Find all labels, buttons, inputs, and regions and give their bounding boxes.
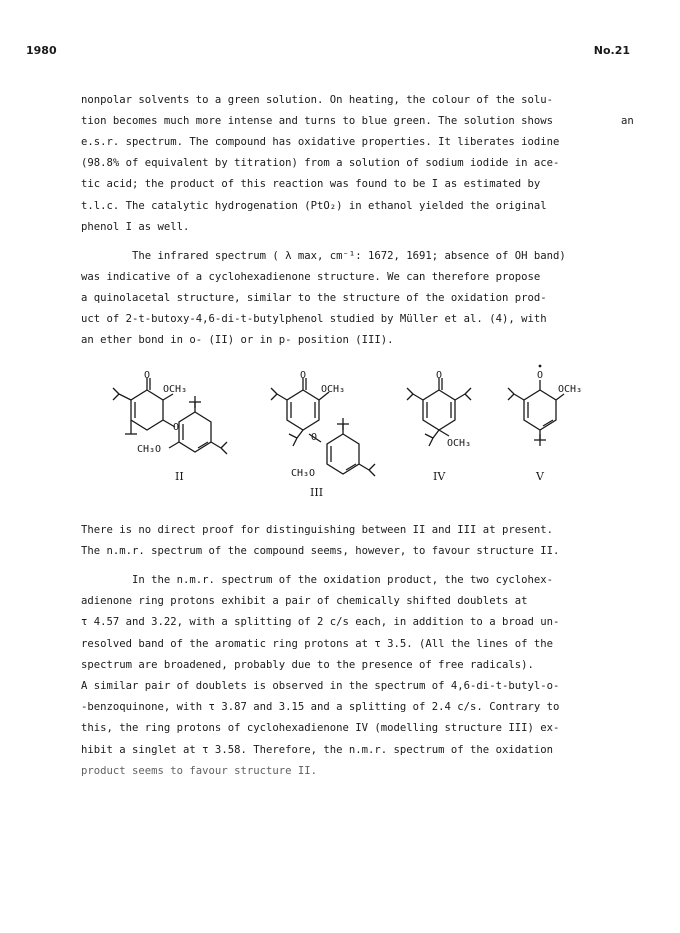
text-line: nonpolar solvents to a green solution. On heating, the colour of the solu- <box>81 94 553 106</box>
text-line: an ether bond in o- (II) or in p- position (III). <box>81 334 394 346</box>
text-line: spectrum are broadened, probably due to the presence of free radicals). <box>81 659 534 671</box>
text-line: tic acid; the product of this reaction was found to be I as estimated by <box>81 178 541 190</box>
chemical-structures <box>95 372 615 502</box>
atom-carbonyl-oxygen: O <box>144 370 151 381</box>
atom-carbonyl-oxygen: O <box>300 370 307 381</box>
text-line: The infrared spectrum ( λ max, cm⁻¹: 1672, 1691; absence of OH band) <box>81 250 566 262</box>
structure-ii-drawing <box>95 372 245 482</box>
text-line: There is no direct proof for distinguishing between II and III at present. <box>81 524 553 536</box>
atom-methoxy-aryl: CH₃O <box>137 444 162 455</box>
text-line: resolved band of the aromatic ring protons at τ 3.5. (All the lines of the <box>81 638 553 650</box>
structure-label: IV <box>433 470 446 483</box>
text-line: The n.m.r. spectrum of the compound seems, however, to favour structure II. <box>81 545 560 557</box>
radical-dot <box>539 365 542 368</box>
issue-number: No.21 <box>593 44 630 57</box>
atom-methoxy: OCH₃ <box>321 384 346 395</box>
atom-methoxy: OCH₃ <box>558 384 583 395</box>
structure-v-drawing <box>510 372 620 472</box>
text-line: e.s.r. spectrum. The compound has oxidative properties. It liberates iodine <box>81 136 560 148</box>
atom-methoxy: OCH₃ <box>163 384 188 395</box>
text-line: (98.8% of equivalent by titration) from a solution of sodium iodide in ace- <box>81 157 560 169</box>
atom-ether-oxygen: O <box>311 432 318 443</box>
structure-label: V <box>536 470 544 483</box>
text-line: adienone ring protons exhibit a pair of chemically shifted doublets at <box>81 595 528 607</box>
atom-ether-oxygen: O <box>173 422 180 433</box>
structure-iii-drawing <box>263 372 413 502</box>
text-line: In the n.m.r. spectrum of the oxidation product, the two cyclohex- <box>81 574 553 586</box>
text-line: -benzoquinone, with τ 3.87 and 3.15 and a splitting of 2.4 c/s. Contrary to <box>81 701 560 713</box>
structure-iv-drawing <box>399 372 509 472</box>
atom-methoxy-aryl: CH₃O <box>291 468 316 479</box>
text-line: product seems to favour structure II. <box>81 765 317 777</box>
text-line: this, the ring protons of cyclohexadienone IV (modelling structure III) ex- <box>81 722 560 734</box>
text-line: was indicative of a cyclohexadienone structure. We can therefore propose <box>81 271 541 283</box>
structure-v <box>510 370 620 483</box>
handwritten-note: an <box>621 115 634 127</box>
text-line: A similar pair of doublets is observed in the spectrum of 4,6-di-t-butyl-o- <box>81 680 560 692</box>
text-line: a quinolacetal structure, similar to the structure of the oxidation prod- <box>81 292 547 304</box>
text-line: uct of 2-t-butoxy-4,6-di-t-butylphenol studied by Müller et al. (4), with <box>81 313 547 325</box>
text-line: t.l.c. The catalytic hydrogenation (PtO₂) in ethanol yielded the original <box>81 200 547 212</box>
atom-methoxy: OCH₃ <box>447 438 472 449</box>
structure-iv <box>399 370 509 483</box>
structure-ii <box>95 372 245 482</box>
text-line: phenol I as well. <box>81 221 190 233</box>
structure-label: III <box>310 486 324 499</box>
atom-carbonyl-oxygen: O <box>436 370 443 381</box>
page-number: 1980 <box>26 44 57 57</box>
text-line: hibit a singlet at τ 3.58. Therefore, the n.m.r. spectrum of the oxidation <box>81 744 553 756</box>
text-line: tion becomes much more intense and turns to blue green. The solution shows <box>81 115 553 127</box>
structure-iii <box>263 372 413 502</box>
structure-label: II <box>175 470 184 483</box>
atom-oxygen-radical: O <box>537 370 544 381</box>
text-line: τ 4.57 and 3.22, with a splitting of 2 c/s each, in addition to a broad un- <box>81 616 560 628</box>
